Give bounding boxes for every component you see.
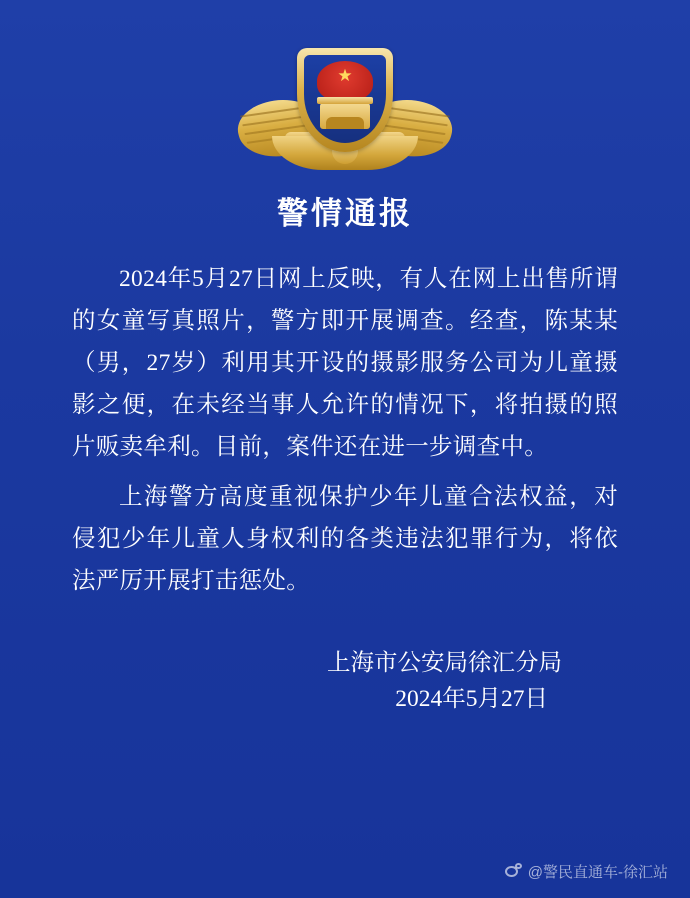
notice-body [72, 258, 618, 610]
signature-block [0, 645, 562, 717]
emblem-container [0, 46, 690, 176]
signature-date: 2024年5月27日 [395, 686, 548, 712]
badge-star-icon: ★ [337, 66, 353, 85]
notice-paragraph-2: 上海警方高度重视保护少年儿童合法权益，对侵犯少年儿童人身权利的各类违法犯罪行为，将依法严厉开展打击惩处。 [72, 484, 618, 594]
notice-paragraph-1: 2024年5月27日网上反映，有人在网上出售所谓的女童写真照片，警方即开展调查。经查，陈某某（男，27岁）利用其开设的摄影服务公司为儿童摄影之便，在未经当事人允许的情况下，将拍摄的照片贩卖牟利。目前，案件还在进一步调查中。 [72, 266, 618, 460]
badge-shield-inner [304, 55, 386, 143]
watermark [505, 861, 668, 882]
badge-gate-icon [320, 103, 370, 129]
weibo-icon [505, 863, 522, 880]
signature-issuer: 上海市公安局徐汇分局 [327, 650, 562, 676]
watermark-text: @警民直通车-徐汇站 [527, 864, 668, 881]
page-title: 警情通报 [277, 196, 413, 231]
china-police-badge-icon [238, 48, 452, 174]
